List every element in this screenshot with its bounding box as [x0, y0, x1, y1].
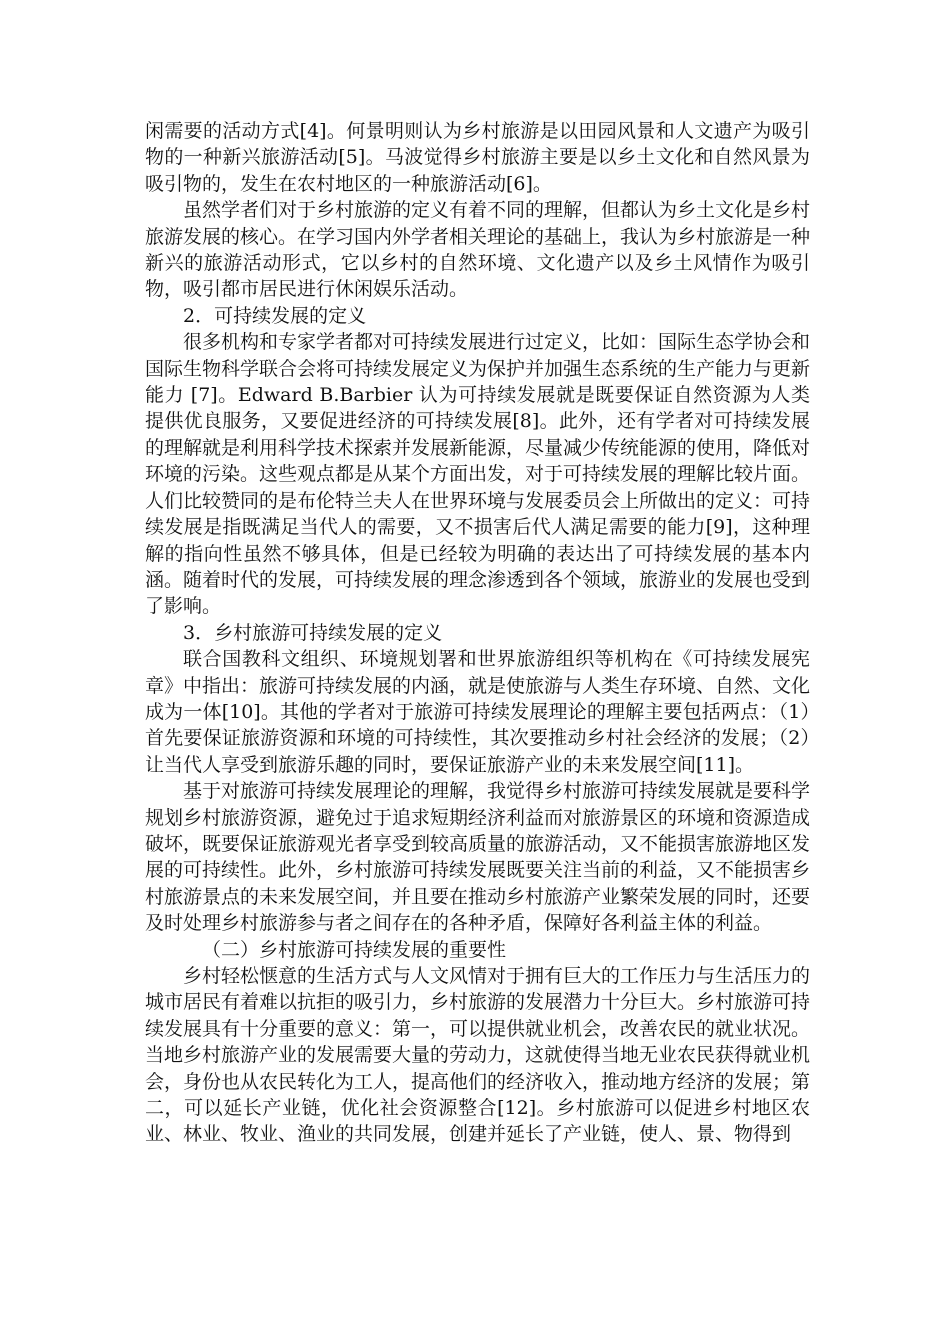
- document-page: [145, 118, 810, 1148]
- section-heading-rural-sustainable: 3．乡村旅游可持续发展的定义: [183, 621, 443, 644]
- paragraph-importance: 乡村轻松惬意的生活方式与人文风情对于拥有巨大的工作压力与生活压力的城市居民有着难以抗拒的吸引力，乡村旅游的发展潜力十分巨大。乡村旅游可持续发展具有十分重要的意义：第一，可以提供就业机会，改善农民的就业状况。当地乡村旅游产业的发展需要大量的劳动力，这就使得当地无业农民获得就业机会，身份也从农民转化为工人，提高他们的经济收入，推动地方经济的发展；第二，可以延长产业链，优化社会资源整合[12]。乡村旅游可以促进乡村地区农业、林业、牧业、渔业的共同发展，创建并延长了产业链，使人、景、物得到: [145, 965, 811, 1146]
- section-heading-importance: （二）乡村旅游可持续发展的重要性: [202, 938, 507, 961]
- section-heading-sustainable-development: 2．可持续发展的定义: [183, 304, 367, 327]
- paragraph-sustainable-development: 很多机构和专家学者都对可持续发展进行过定义，比如：国际生态学协会和国际生物科学联合会将可持续发展定义为保护并加强生态系统的生产能力与更新能力 [7]。Edward B.Barbier 认为可持续发展就是既要保证自然资源为人类提供优良服务，又要促进经济的可持续发展[8]。此外，还有学者对可持续发展的理解就是利用科学技术探索并发展新能源，尽量减少传统能源的使用，降低对环境的污染。这些观点都是从某个方面出发，对于可持续发展的理解比较片面。人们比较赞同的是布伦特兰夫人在世界环境与发展委员会上所做出的定义：可持续发展是指既满足当代人的需要，又不损害后代人满足需要的能力[9]，这种理解的指向性虽然不够具体，但是已经较为明确的表达出了可持续发展的基本内涵。随着时代的发展，可持续发展的理念渗透到各个领域，旅游业的发展也受到了影响。: [145, 331, 811, 618]
- paragraph-continuation: 闲需要的活动方式[4]。何景明则认为乡村旅游是以田园风景和人文遗产为吸引物的一种新兴旅游活动[5]。马波觉得乡村旅游主要是以乡土文化和自然风景为吸引物的，发生在农村地区的一种旅游活动[6]。: [145, 120, 810, 195]
- paragraph-rural-tourism-definition: 虽然学者们对于乡村旅游的定义有着不同的理解，但都认为乡土文化是乡村旅游发展的核心。在学习国内外学者相关理论的基础上，我认为乡村旅游是一种新兴的旅游活动形式，它以乡村的自然环境、文化遗产以及乡土风情作为吸引物，吸引都市居民进行休闲娱乐活动。: [145, 199, 811, 301]
- paragraph-charter: 联合国教科文组织、环境规划署和世界旅游组织等机构在《可持续发展宪章》中指出：旅游可持续发展的内涵，就是使旅游与人类生存环境、自然、文化成为一体[10]。其他的学者对于旅游可持续发展理论的理解主要包括两点：（1）首先要保证旅游资源和环境的可持续性，其次要推动乡村社会经济的发展；（2）让当代人享受到旅游乐趣的同时，要保证旅游产业的未来发展空间[11]。: [145, 648, 811, 776]
- paragraph-own-understanding: 基于对旅游可持续发展理论的理解，我觉得乡村旅游可持续发展就是要科学规划乡村旅游资源，避免过于追求短期经济利益而对旅游景区的环境和资源造成破坏，既要保证旅游观光者享受到较高质量的旅游活动，又不能损害旅游地区发展的可持续性。此外，乡村旅游可持续发展既要关注当前的利益，又不能损害乡村旅游景点的未来发展空间，并且要在推动乡村旅游产业繁荣发展的同时，还要及时处理乡村旅游参与者之间存在的各种矛盾，保障好各利益主体的利益。: [145, 780, 811, 935]
